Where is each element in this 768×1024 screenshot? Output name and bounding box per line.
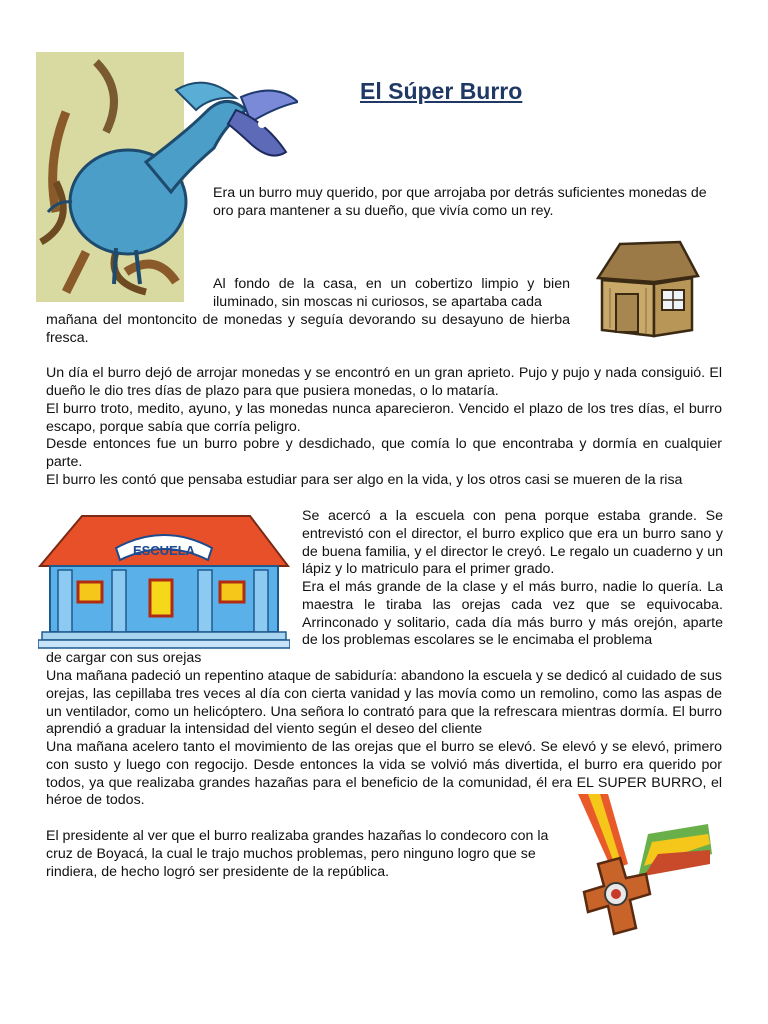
paragraph-10: Una mañana acelero tanto el movimiento de las orejas que el burro se elevó. Se elevó y se elevó, primero con susto y luego con regocijo. Desde entonces la vida se volvió más divertida, el burro era querido por todos, ya que realizaba grandes hazañas para el beneficio de la comunidad, él era EL SUPER BURRO, el héroe de todos. <box>46 739 722 809</box>
paragraph-2a: Al fondo de la casa, en un cobertizo limpio y bien iluminado, sin moscas ni curiosos, se apartaba cada <box>213 276 570 310</box>
paragraph-11: El presidente al ver que el burro realizaba grandes hazañas lo condecoro con la cruz de Boyacá, la cual le trajo muchos problemas, pero ninguno logro que se rindiera, de hecho logró ser presidente de la república. <box>46 828 549 880</box>
paragraph-8: Era el más grande de la clase y el más burro, nadie lo quería. La maestra le tiraba las orejas cada vez que se equivocaba. Arrinconado y solitario, cada día más burro y más orejón, aparte de los problemas escolares se le encimaba el problema <box>302 579 723 649</box>
paragraph-3: Un día el burro dejó de arrojar monedas y se encontró en un gran aprieto. Pujo y pujo y nada consiguió. El dueño le dio tres días de plazo para que pusiera monedas, o lo mataría. <box>46 365 722 399</box>
school-sign: ESCUELA <box>132 543 196 558</box>
paragraph-2b: mañana del montoncito de monedas y seguía devorando su desayuno de hierba fresca. <box>46 312 570 346</box>
donkey-illustration <box>36 52 298 304</box>
document-title: El Súper Burro <box>360 78 523 104</box>
paragraph-5: Desde entonces fue un burro pobre y desdichado, que comía lo que encontraba y dormía en cualquier parte. <box>46 436 722 470</box>
shed-illustration <box>592 238 704 340</box>
medal-illustration <box>548 794 712 954</box>
paragraph-8b: de cargar con sus orejas <box>46 650 202 666</box>
paragraph-6: El burro les contó que pensaba estudiar para ser algo en la vida, y los otros casi se mueren de la risa <box>46 472 683 488</box>
paragraph-1: Era un burro muy querido, por que arrojaba por detrás suficientes monedas de oro para mantener a su dueño, que vivía como un rey. <box>213 185 707 219</box>
paragraph-4: El burro troto, medito, ayuno, y las monedas nunca aparecieron. Vencido el plazo de los tres días, el burro escapo, porque sabía que corría peligro. <box>46 401 722 435</box>
paragraph-9: Una mañana padeció un repentino ataque de sabiduría: abandono la escuela y se dedicó al cuidado de sus orejas, las cepillaba tres veces al día con cierta vanidad y las movía como un remolino, como las aspas de un ventilador, como un helicóptero. Una señora lo contrató para que la refrescara mientras dormía. El burro aprendió a graduar la intensidad del viento según el deseo del cliente <box>46 668 722 738</box>
paragraph-7: Se acercó a la escuela con pena porque estaba grande. Se entrevistó con el director, el burro explico que era un burro sano y de buena familia, y el director le creyó. Le regalo un cuaderno y un lápiz y lo matriculo para el primer grado. <box>302 508 723 578</box>
school-illustration <box>38 510 290 650</box>
